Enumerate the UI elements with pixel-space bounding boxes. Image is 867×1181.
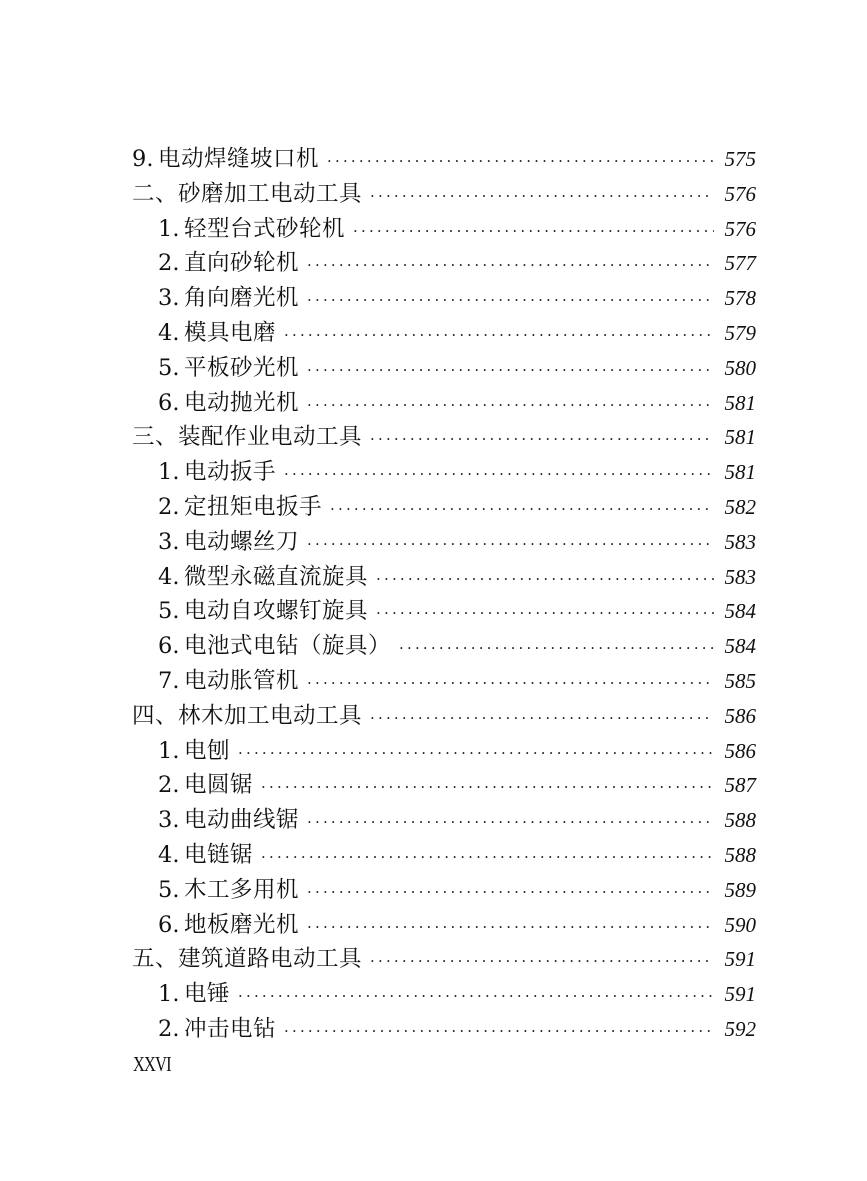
toc-entry-number: 2. (158, 493, 180, 520)
dot-leader (307, 527, 714, 562)
toc-section-heading[interactable] (132, 942, 756, 977)
toc-entry-number: 2. (158, 250, 180, 277)
toc-entry-title: 定扭矩电扳手 (184, 493, 323, 520)
toc-entry-title: 电动自攻螺钉旋具 (184, 598, 369, 625)
toc-section-heading[interactable] (132, 177, 756, 212)
toc-entry-number: 9. (132, 146, 154, 172)
dot-leader (261, 840, 714, 875)
toc-entry[interactable] (132, 594, 756, 629)
toc-entry[interactable] (132, 768, 756, 803)
toc-entry-page: 581 (724, 390, 756, 415)
toc-entry-number: 4. (158, 563, 180, 590)
dot-leader (307, 388, 714, 423)
dot-leader (376, 596, 714, 631)
toc-entry-number: 3. (158, 807, 180, 834)
toc-entry-page: 581 (724, 460, 756, 485)
toc-entry-page: 584 (724, 599, 756, 624)
toc-entry[interactable] (132, 316, 756, 351)
dot-leader (238, 736, 714, 771)
table-of-contents (132, 142, 756, 1047)
dot-leader (307, 248, 714, 283)
toc-entry-title: 电锤 (184, 981, 231, 1008)
toc-entry-number: 7. (158, 667, 180, 694)
page-folio: XXVI (133, 1052, 171, 1076)
toc-entry-number: 1. (158, 459, 180, 486)
toc-entry-title: 电圆锯 (184, 772, 254, 799)
toc-entry-number: 4. (158, 841, 180, 868)
toc-section-title: 三、装配作业电动工具 (132, 424, 363, 451)
toc-section-page: 591 (724, 947, 756, 972)
toc-entry-number: 6. (158, 633, 180, 660)
toc-entry-page: 583 (724, 564, 756, 589)
toc-entry-page: 575 (724, 147, 756, 171)
toc-entry-page: 588 (724, 842, 756, 867)
toc-entry-title: 电池式电钻（旋具） (184, 633, 392, 660)
toc-entry[interactable] (132, 281, 756, 316)
dot-leader (307, 353, 714, 388)
toc-entry-title: 地板磨光机 (184, 911, 300, 938)
toc-entry-number: 2. (158, 772, 180, 799)
toc-section-heading[interactable] (132, 420, 756, 455)
toc-entry-title: 电动曲线锯 (184, 807, 300, 834)
toc-section-title: 二、砂磨加工电动工具 (132, 180, 363, 207)
toc-entry-page: 592 (724, 1016, 756, 1041)
toc-entry-page: 576 (724, 216, 756, 241)
toc-section-page: 581 (724, 425, 756, 450)
toc-entry-title: 电链锯 (184, 841, 254, 868)
toc-entry[interactable] (132, 1012, 756, 1047)
dot-leader (307, 283, 714, 318)
toc-section-title: 四、林木加工电动工具 (132, 702, 363, 729)
toc-entry-number: 6. (158, 389, 180, 416)
toc-entry-page: 585 (724, 668, 756, 693)
toc-entry-title: 微型永磁直流旋具 (184, 563, 369, 590)
toc-entry-title: 角向磨光机 (184, 285, 300, 312)
toc-entry[interactable] (132, 908, 756, 943)
toc-entry-number: 1. (158, 981, 180, 1008)
toc-entry[interactable] (132, 629, 756, 664)
toc-entry-page: 579 (724, 320, 756, 345)
dot-leader (353, 214, 714, 249)
toc-entry[interactable] (132, 977, 756, 1012)
toc-entry-page: 586 (724, 738, 756, 763)
dot-leader (327, 144, 714, 179)
toc-entry-page: 578 (724, 286, 756, 311)
toc-entry-number: 5. (158, 598, 180, 625)
toc-entry[interactable] (132, 386, 756, 421)
toc-section-title: 五、建筑道路电动工具 (132, 946, 363, 973)
toc-entry[interactable] (132, 351, 756, 386)
dot-leader (284, 1014, 714, 1049)
toc-entry-title: 电动胀管机 (184, 667, 300, 694)
toc-entry[interactable] (132, 490, 756, 525)
dot-leader (399, 631, 714, 666)
dot-leader (307, 805, 714, 840)
toc-entry-number: 5. (158, 354, 180, 381)
toc-entry-number: 2. (158, 1015, 180, 1042)
toc-section-page: 576 (724, 181, 756, 206)
dot-leader (307, 910, 714, 945)
toc-entry-page: 583 (724, 529, 756, 554)
toc-entry-number: 1. (158, 215, 180, 242)
dot-leader (376, 562, 714, 597)
dot-leader (330, 492, 714, 527)
toc-entry-page: 584 (724, 634, 756, 659)
toc-entry-page: 589 (724, 877, 756, 902)
toc-entry[interactable] (132, 525, 756, 560)
toc-entry-page: 587 (724, 773, 756, 798)
toc-entry[interactable] (132, 212, 756, 247)
toc-entry-page: 591 (724, 982, 756, 1007)
toc-entry[interactable] (132, 142, 756, 177)
toc-entry[interactable] (132, 246, 756, 281)
toc-entry-title: 直向砂轮机 (184, 250, 300, 277)
dot-leader (307, 875, 714, 910)
toc-entry-number: 6. (158, 911, 180, 938)
dot-leader (370, 422, 714, 457)
toc-entry-page: 580 (724, 355, 756, 380)
toc-entry-title: 电刨 (184, 737, 231, 764)
toc-entry-title: 平板砂光机 (184, 354, 300, 381)
toc-entry[interactable] (132, 560, 756, 595)
toc-section-heading[interactable] (132, 699, 756, 734)
toc-entry-number: 3. (158, 528, 180, 555)
toc-entry[interactable] (132, 873, 756, 908)
toc-entry-number: 3. (158, 285, 180, 312)
dot-leader (284, 318, 714, 353)
toc-entry-page: 588 (724, 808, 756, 833)
toc-entry-title: 木工多用机 (184, 876, 300, 903)
dot-leader (284, 457, 714, 492)
toc-entry[interactable] (132, 838, 756, 873)
toc-entry[interactable] (132, 803, 756, 838)
toc-entry-number: 5. (158, 876, 180, 903)
toc-entry-title: 电动扳手 (184, 459, 277, 486)
toc-section-page: 586 (724, 703, 756, 728)
toc-entry-title: 模具电磨 (184, 319, 277, 346)
toc-entry[interactable] (132, 664, 756, 699)
toc-entry-title: 轻型台式砂轮机 (184, 215, 346, 242)
toc-entry-number: 1. (158, 737, 180, 764)
toc-entry-title: 电动焊缝坡口机 (158, 146, 320, 172)
toc-entry-page: 577 (724, 251, 756, 276)
toc-entry-page: 582 (724, 494, 756, 519)
toc-entry-title: 电动抛光机 (184, 389, 300, 416)
dot-leader (370, 701, 714, 736)
toc-entry-title: 冲击电钻 (184, 1015, 277, 1042)
dot-leader (261, 770, 714, 805)
dot-leader (370, 179, 714, 214)
toc-entry-title: 电动螺丝刀 (184, 528, 300, 555)
toc-entry-page: 590 (724, 912, 756, 937)
toc-entry[interactable] (132, 455, 756, 490)
dot-leader (238, 979, 714, 1014)
dot-leader (307, 666, 714, 701)
toc-entry-number: 4. (158, 319, 180, 346)
toc-entry[interactable] (132, 734, 756, 769)
dot-leader (370, 944, 714, 979)
